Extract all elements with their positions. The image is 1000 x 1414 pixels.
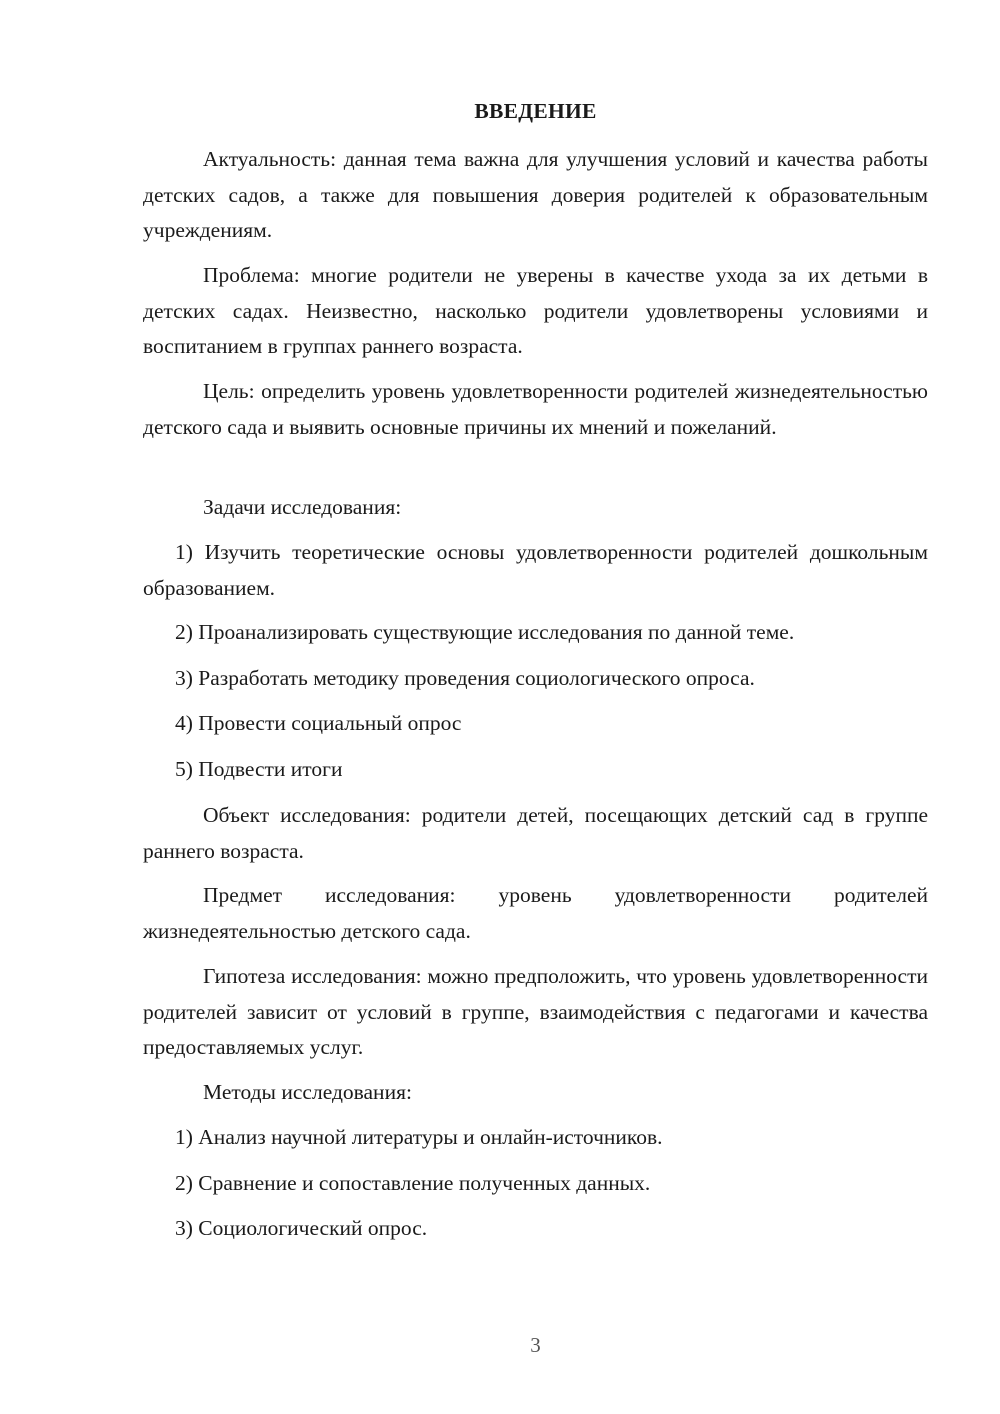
method-item: 3) Социологический опрос. xyxy=(175,1216,428,1240)
relevance-paragraph: Актуальность: данная тема важна для улучшения условий и качества работы детских садов, а также для повышения доверия родителей к образовательным учреждениям. xyxy=(143,147,928,242)
page-title: ВВЕДЕНИЕ xyxy=(474,99,597,123)
method-item: 1) Анализ научной литературы и онлайн-источников. xyxy=(175,1125,663,1149)
problem-paragraph: Проблема: многие родители не уверены в качестве ухода за их детьми в детских садах. Неизвестно, насколько родители удовлетворены условиями и воспитанием в группах раннего возраста. xyxy=(143,263,928,358)
object-paragraph: Объект исследования: родители детей, посещающих детский сад в группе раннего возраста. xyxy=(143,803,928,863)
page-number: 3 xyxy=(530,1333,541,1357)
hypothesis-paragraph: Гипотеза исследования: можно предположить, что уровень удовлетворенности родителей зависит от условий в группе, взаимодействия с педагогами и качества предоставляемых услуг. xyxy=(143,964,928,1059)
task-item: 2) Проанализировать существующие исследования по данной теме. xyxy=(175,620,795,644)
subject-paragraph: Предмет исследования: уровень удовлетворенности родителей жизнедеятельностью детского сада. xyxy=(143,883,928,943)
task-item: 1) Изучить теоретические основы удовлетворенности родителей дошкольным образованием. xyxy=(143,540,928,600)
method-item: 2) Сравнение и сопоставление полученных данных. xyxy=(175,1171,651,1195)
task-item: 3) Разработать методику проведения социологического опроса. xyxy=(175,666,755,690)
document-page xyxy=(143,0,928,1414)
tasks-heading: Задачи исследования: xyxy=(203,495,402,519)
goal-paragraph: Цель: определить уровень удовлетворенности родителей жизнедеятельностью детского сада и выявить основные причины их мнений и пожеланий. xyxy=(143,379,928,439)
task-item: 5) Подвести итоги xyxy=(175,757,343,781)
task-item: 4) Провести социальный опрос xyxy=(175,711,462,735)
methods-heading: Методы исследования: xyxy=(203,1080,412,1104)
